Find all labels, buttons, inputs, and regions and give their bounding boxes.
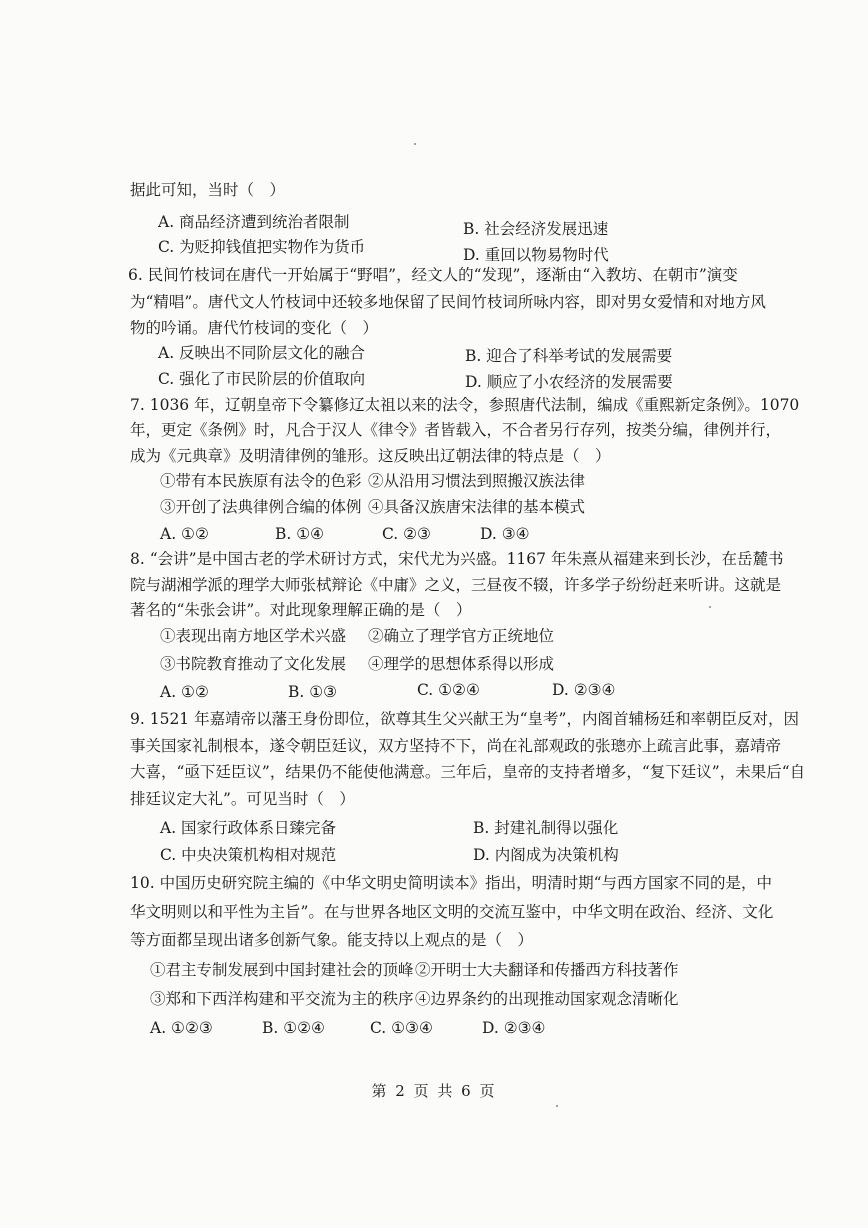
q8-item-4: ④理学的思想体系得以形成 [368, 655, 555, 673]
q9-option-d: D. 内阁成为决策机构 [473, 846, 619, 864]
q8-item-2: ②确立了理学官方正统地位 [368, 627, 555, 645]
q9-stem-line-1: 9. 1521 年嘉靖帝以藩王身份即位，欲尊其生父兴献王为“皇考”，内阁首辅杨廷和率朝臣反对，因 [130, 710, 799, 728]
q7-option-b: B. ①④ [275, 525, 325, 543]
q8-stem-line-1: 8. “会讲”是中国古老的学术研讨方式，宋代尤为兴盛。1167 年朱熹从福建来到长沙，在岳麓书 [130, 550, 784, 568]
q7-item-2: ②从沿用习惯法到照搬汉族法律 [368, 472, 586, 490]
q7-option-a: A. ①② [160, 525, 209, 543]
q10-item-2: ②开明士大夫翻译和传播西方科技著作 [415, 961, 679, 979]
q10-item-1: ①君主专制发展到中国封建社会的顶峰 [150, 961, 414, 979]
q5-option-b: B. 社会经济发展迅速 [463, 220, 609, 238]
q9-option-c: C. 中央决策机构相对规范 [160, 846, 337, 864]
q10-item-4: ④边界条约的出现推动国家观念清晰化 [415, 990, 679, 1008]
q7-stem-line-1: 7. 1036 年，辽朝皇帝下令纂修辽太祖以来的法令，参照唐代法制，编成《重熙新定条例》。1070 [130, 396, 800, 414]
q9-stem-line-2: 事关国家礼制根本，遂令朝臣廷议，双方坚持不下，尚在礼部观政的张璁亦上疏言此事，嘉靖帝 [130, 737, 782, 755]
q7-item-1: ①带有本民族原有法令的色彩 [160, 472, 362, 490]
q9-stem-line-3: 大喜，“亟下廷臣议”，结果仍不能使他满意。三年后，皇帝的支持者增多，“复下廷议”，未果后“自 [130, 763, 806, 781]
q6-option-d: D. 顺应了小农经济的发展需要 [465, 373, 673, 391]
q6-stem-line-1: 6. 民间竹枝词在唐代一开始属于“野唱”，经文人的“发现”，逐渐由“入教坊、在朝市”演变 [128, 266, 738, 284]
q9-stem-line-4: 排廷议定大礼”。可见当时（ ） [130, 790, 355, 808]
scan-speck [414, 143, 416, 145]
q9-option-b: B. 封建礼制得以强化 [473, 819, 619, 837]
q10-stem-line-2: 华文明则以和平性为主旨”。在与世界各地区文明的交流互鉴中，中华文明在政治、经济、文化 [130, 903, 774, 921]
page-number-footer: 第 2 页 共 6 页 [371, 1082, 497, 1100]
q6-option-b: B. 迎合了科举考试的发展需要 [465, 347, 673, 365]
q10-option-b: B. ①②④ [262, 1019, 325, 1037]
q10-option-a: A. ①②③ [150, 1019, 213, 1037]
q9-option-a: A. 国家行政体系日臻完备 [160, 819, 337, 837]
q10-item-3: ③郑和下西洋构建和平交流为主的秩序 [150, 990, 414, 1008]
q10-stem-line-3: 等方面都呈现出诸多创新气象。能支持以上观点的是（ ） [130, 931, 534, 949]
q6-option-a: A. 反映出不同阶层文化的融合 [158, 344, 366, 362]
q7-stem-line-3: 成为《元典章》及明清律例的雏形。这反映出辽朝法律的特点是（ ） [130, 447, 611, 465]
scan-speck [709, 606, 711, 608]
q7-item-4: ④具备汉族唐宋法律的基本模式 [368, 498, 586, 516]
q8-stem-line-3: 著名的“朱张会讲”。对此现象理解正确的是（ ） [130, 601, 472, 619]
q8-option-a: A. ①② [160, 683, 209, 701]
q8-item-3: ③书院教育推动了文化发展 [160, 655, 347, 673]
q5-stem-tail: 据此可知，当时（ ） [130, 181, 286, 199]
q10-stem-line-1: 10. 中国历史研究院主编的《中华文明史简明读本》指出，明清时期“与西方国家不同的是，中 [130, 874, 773, 892]
q7-option-c: C. ②③ [382, 525, 431, 543]
q6-stem-line-3: 物的吟诵。唐代竹枝词的变化（ ） [130, 319, 379, 337]
q5-option-c: C. 为贬抑钱值把实物作为货币 [158, 238, 366, 256]
q8-option-b: B. ①③ [288, 683, 338, 701]
q7-item-3: ③开创了法典律例合编的体例 [160, 498, 362, 516]
q5-option-d: D. 重回以物易物时代 [463, 246, 609, 264]
q8-option-d: D. ②③④ [552, 681, 616, 699]
q7-stem-line-2: 年，更定《条例》时，凡合于汉人《律令》者皆载入，不合者另行存列，按类分编，律例并行， [130, 421, 782, 439]
q5-option-a: A. 商品经济遭到统治者限制 [158, 213, 350, 231]
q6-stem-line-2: 为“精唱”。唐代文人竹枝词中还较多地保留了民间竹枝词所咏内容，即对男女爱情和对地方风 [130, 293, 766, 311]
q10-option-c: C. ①③④ [370, 1019, 433, 1037]
q8-option-c: C. ①②④ [417, 681, 480, 699]
scan-speck [556, 1105, 558, 1107]
q10-option-d: D. ②③④ [482, 1019, 546, 1037]
q8-stem-line-2: 院与湖湘学派的理学大师张栻辩论《中庸》之义，三昼夜不辍，许多学子纷纷赶来听讲。这就是 [130, 576, 782, 594]
q8-item-1: ①表现出南方地区学术兴盛 [160, 627, 347, 645]
q7-option-d: D. ③④ [480, 525, 530, 543]
q6-option-c: C. 强化了市民阶层的价值取向 [158, 370, 366, 388]
